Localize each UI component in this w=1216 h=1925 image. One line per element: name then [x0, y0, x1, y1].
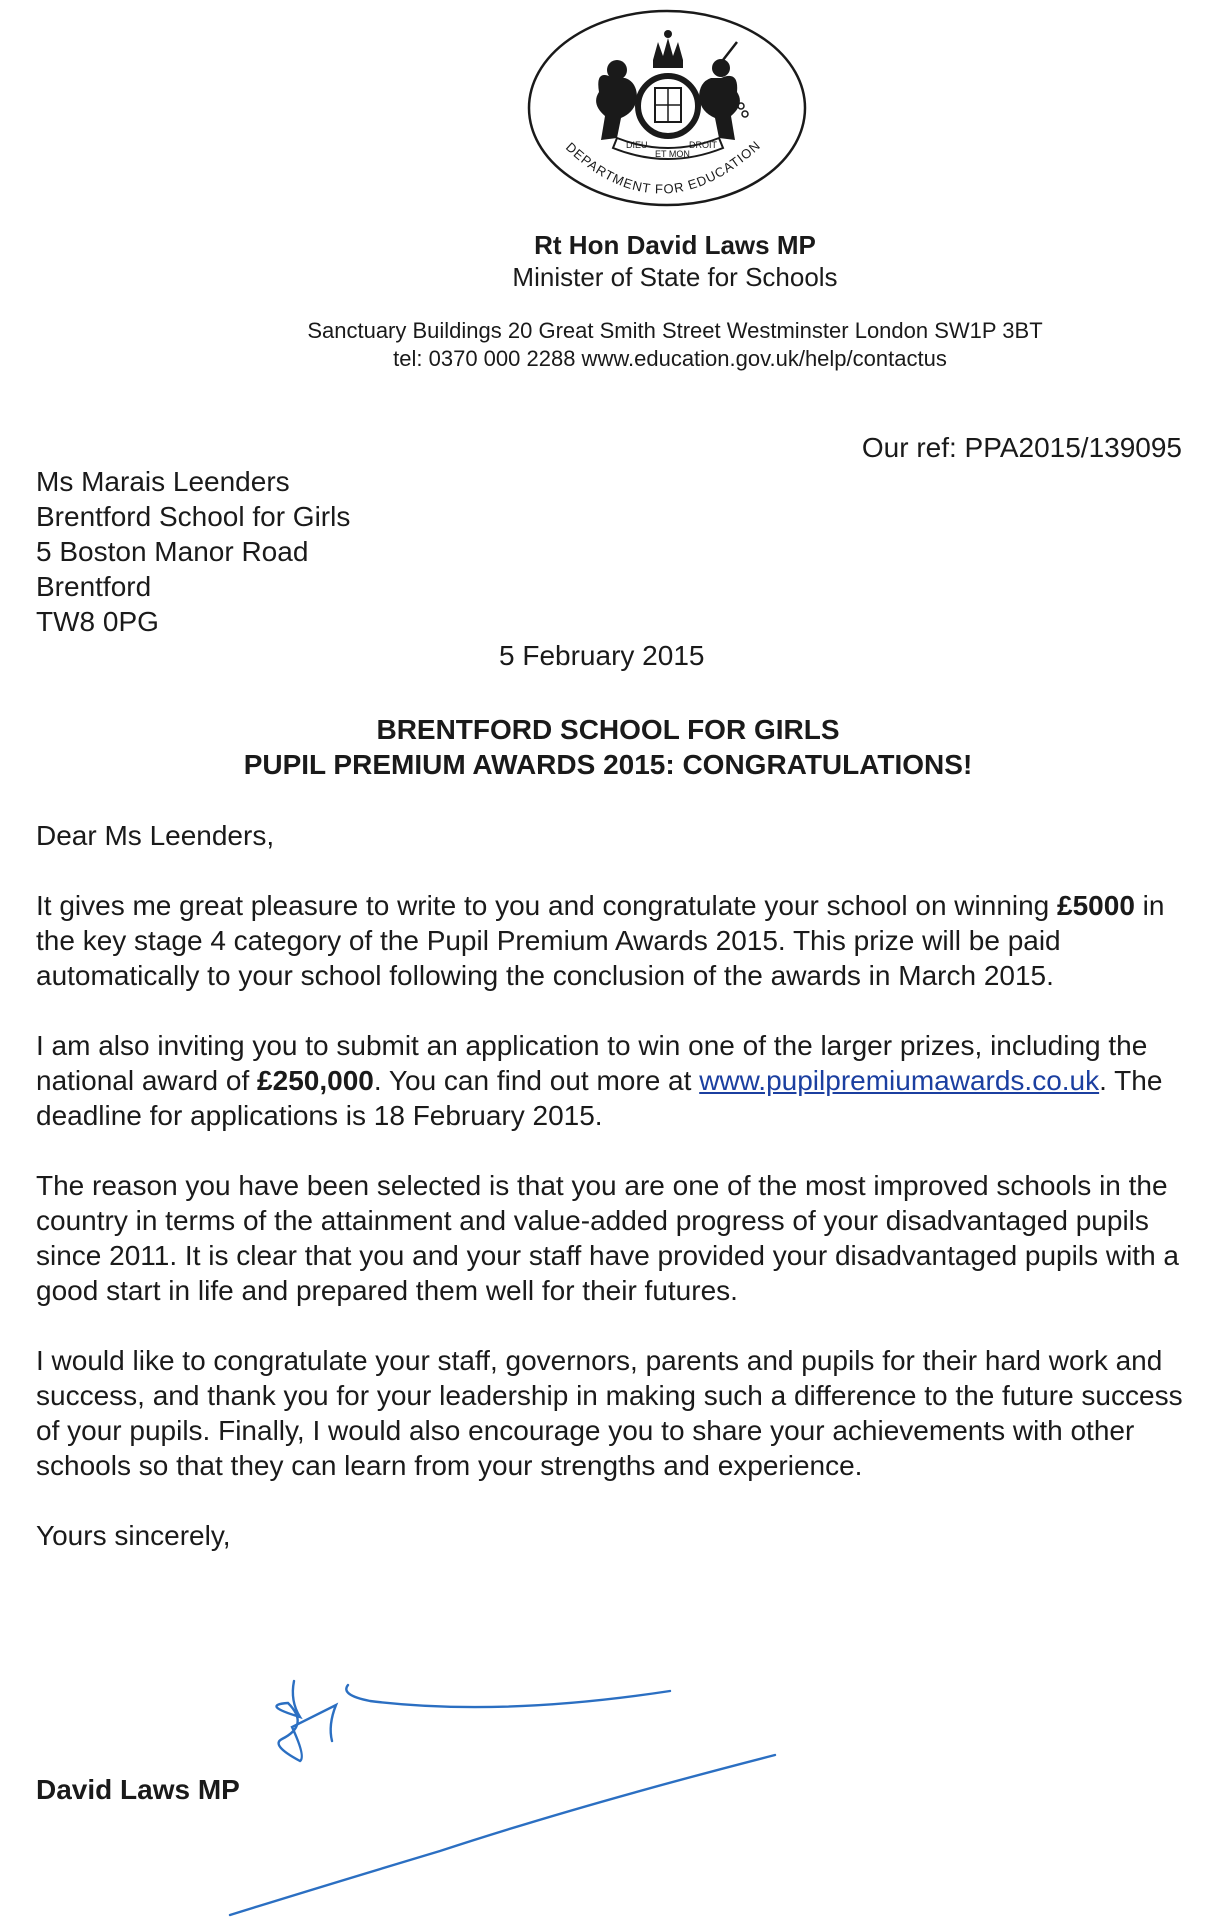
letter-heading: [0, 712, 1216, 782]
motto-mid-text: ET MON: [655, 149, 690, 159]
recipient-name: Ms Marais Leenders: [36, 466, 290, 497]
recipient-street: 5 Boston Manor Road: [36, 536, 309, 567]
paragraph-1-before: It gives me great pleasure to write to you and congratulate your school on winning: [36, 890, 1058, 921]
motto-right-text: DROIT: [689, 140, 717, 150]
department-contact: tel: 0370 000 2288 www.education.gov.uk/help/contactus: [393, 346, 947, 371]
handwritten-signature: [200, 1665, 800, 1920]
paragraph-4: I would like to congratulate your staff, governors, parents and pupils for their hard work and success, and thank you for your leadership in making such a difference to the future success of your pupils. Finally, I would also encourage you to share your achievements with other schools so that they can learn from your strengths and experience.: [36, 1345, 1183, 1481]
department-address: Sanctuary Buildings 20 Great Smith Street Westminster London SW1P 3BT: [307, 318, 1043, 343]
motto-left-text: DIEU: [626, 140, 648, 150]
paragraph-2-after: . The deadline for applications is 18 February 2015.: [36, 1065, 1163, 1131]
svg-text:DEPARTMENT FOR EDUCATION: [563, 137, 763, 196]
paragraph-2-before: I am also inviting you to submit an application to win one of the larger prizes, including the national award of: [36, 1030, 1148, 1096]
prize-amount: £5000: [1057, 890, 1135, 921]
crest-icon: [525, 8, 810, 213]
our-reference: Our ref: PPA2015/139095: [861, 432, 1182, 463]
recipient-address: [36, 464, 350, 639]
paragraph-1-after: in the key stage 4 category of the Pupil Premium Awards 2015. This prize will be paid automatically to your school following the conclusion of the awards in March 2015.: [36, 890, 1165, 991]
department-crest-logo: [525, 8, 810, 213]
paragraph-2-middle: . You can find out more at: [373, 1065, 700, 1096]
awards-website-link[interactable]: www.pupilpremiumawards.co.uk: [699, 1065, 1100, 1096]
department-name-arc: DEPARTMENT FOR EDUCATION: [563, 137, 764, 197]
heading-line-2: PUPIL PREMIUM AWARDS 2015: CONGRATULATIONS!: [243, 749, 973, 780]
salutation: Dear Ms Leenders,: [36, 820, 275, 851]
paragraph-3: The reason you have been selected is that you are one of the most improved schools in the country in terms of the attainment and value-added progress of your disadvantaged pupils since 2011. It is clear that you and your staff have provided your disadvantaged pupils with a good start in life and prepared them well for their futures.: [36, 1170, 1179, 1306]
letter-date: 5 February 2015: [499, 640, 705, 671]
recipient-postcode: TW8 0PG: [36, 606, 159, 637]
signature-icon: [200, 1665, 800, 1920]
minister-role: Minister of State for Schools: [512, 262, 838, 292]
recipient-school: Brentford School for Girls: [36, 501, 351, 532]
heading-line-1: BRENTFORD SCHOOL FOR GIRLS: [376, 714, 840, 745]
national-award-amount: £250,000: [257, 1065, 374, 1096]
paragraph-1: [36, 888, 1196, 993]
recipient-town: Brentford: [36, 571, 152, 602]
signatory-name: David Laws MP: [36, 1774, 240, 1805]
paragraph-2: [36, 1028, 1196, 1133]
closing: Yours sincerely,: [36, 1520, 231, 1551]
letter-body: [36, 818, 1196, 1588]
minister-name: Rt Hon David Laws MP: [534, 230, 816, 260]
